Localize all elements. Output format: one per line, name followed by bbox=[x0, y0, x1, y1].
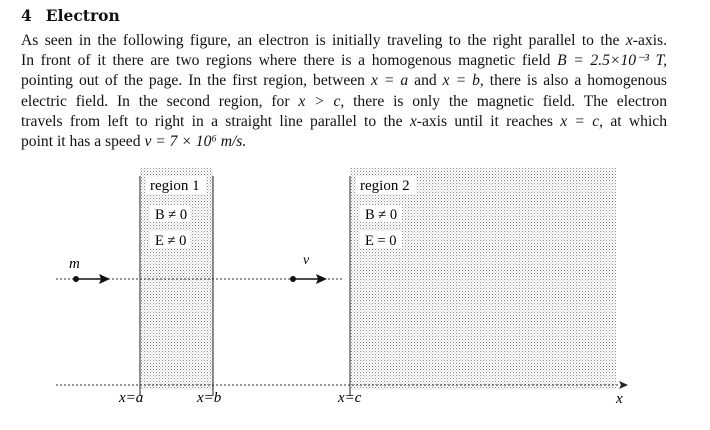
text-line-3: pointing out of the page. In the first region, between x = a and x = b, there is also a homogenous bbox=[21, 72, 668, 90]
region-1-e-field: E ≠ 0 bbox=[155, 233, 187, 249]
text-line-5: travels from left to right in a straight line parallel to the x-axis until it reaches x = c, at which bbox=[21, 112, 668, 130]
tick-label-b: x=b bbox=[197, 390, 222, 406]
problem-number: 4 bbox=[21, 6, 32, 25]
region-2-e-field: E = 0 bbox=[365, 233, 397, 249]
x-axis-label: x bbox=[616, 391, 623, 407]
text-line-2: In front of it there are two regions where there is a homogenous magnetic field B = 2.5×10⁻³ T, bbox=[21, 52, 667, 70]
particle-label: m bbox=[69, 256, 80, 272]
tick-label-c: x=c bbox=[338, 390, 362, 406]
region-2-title: region 2 bbox=[360, 178, 410, 194]
tick-label-a: x=a bbox=[119, 390, 144, 406]
problem-title: Electron bbox=[45, 6, 120, 25]
x-axis-arrowhead bbox=[619, 381, 628, 389]
velocity-label: v bbox=[303, 253, 310, 268]
region-1-b-field: B ≠ 0 bbox=[155, 207, 188, 223]
region-1-title: region 1 bbox=[150, 178, 200, 194]
region-2-b-field: B ≠ 0 bbox=[365, 207, 398, 223]
text-line-1: As seen in the following figure, an electron is initially traveling to the right parallel to the x-axis. bbox=[21, 32, 667, 49]
region-2-field-area bbox=[350, 168, 616, 390]
text-line-6: point it has a speed v = 7 × 10⁶ m/s. bbox=[21, 133, 247, 151]
text-line-4: electric field. In the second region, for x > c, there is only the magnetic field. The electron bbox=[21, 92, 667, 110]
